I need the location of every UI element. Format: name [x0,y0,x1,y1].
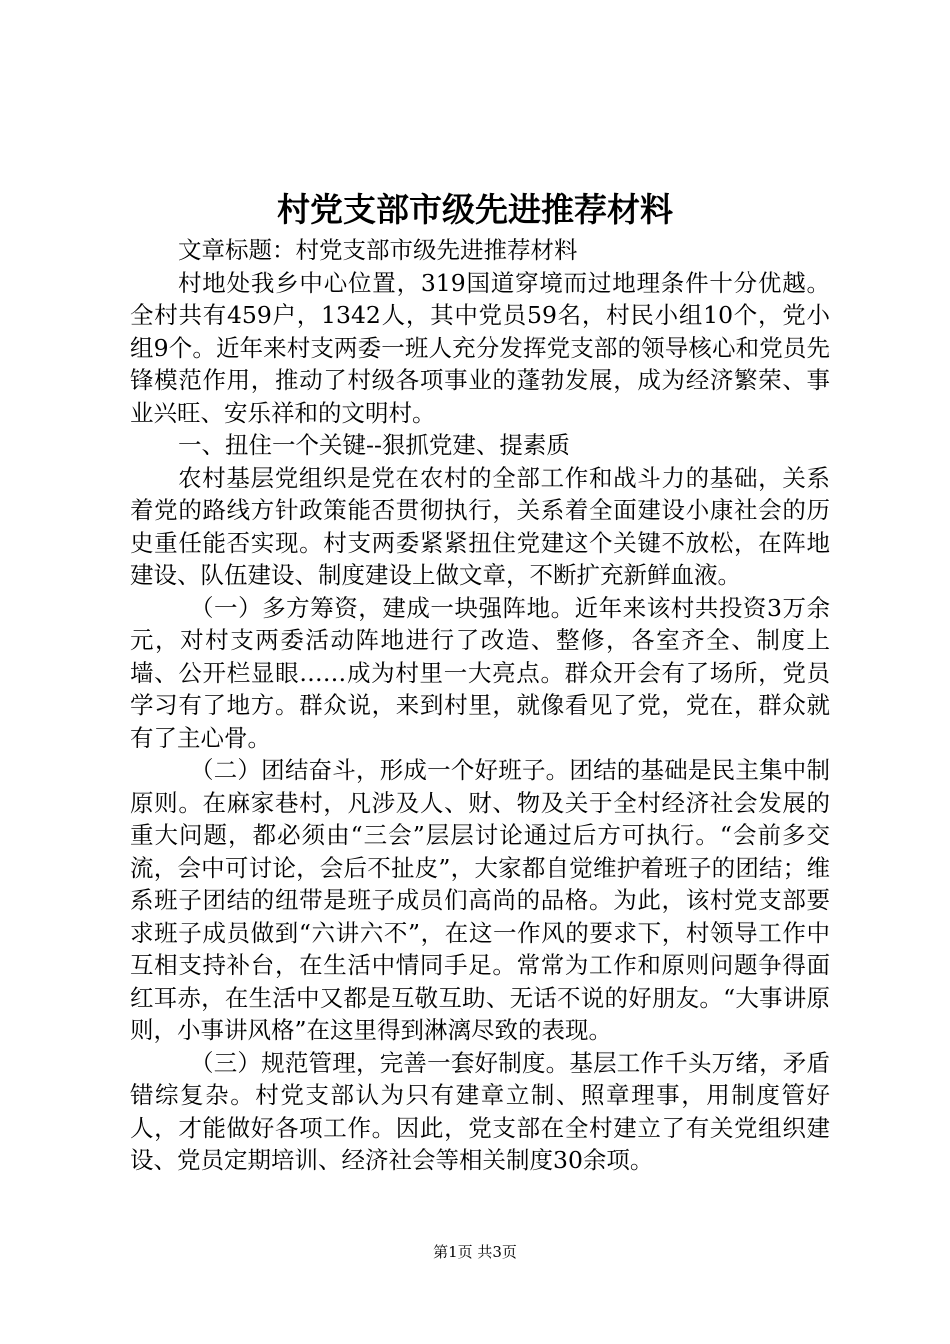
document-body [130,234,830,1177]
article-title-line: 文章标题：村党支部市级先进推荐材料 [178,236,578,264]
paragraph-subsection-2: （二）团结奋斗，形成一个好班子。团结的基础是民主集中制原则。在麻家巷村，凡涉及人、财、物及关于全村经济社会发展的重大问题，都必须由“三会”层层讨论通过后方可执行。“会前多交流，会中可讨论，会后不扯皮”，大家都自觉维护着班子的团结；维系班子团结的纽带是班子成员们高尚的品格。为此，该村党支部要求班子成员做到“六讲六不”，在这一作风的要求下，村领导工作中互相支持补台，在生活中情同手足。常常为工作和原则问题争得面红耳赤，在生活中又都是互敬互助、无话不说的好朋友。“大事讲原则，小事讲风格”在这里得到淋漓尽致的表现。 [130,756,830,1044]
paragraph-intro: 村地处我乡中心位置，319国道穿境而过地理条件十分优越。全村共有459户，1342人，其中党员59名，村民小组10个，党小组9个。近年来村支两委一班人充分发挥党支部的领导核心和党员先锋模范作用，推动了村级各项事业的蓬勃发展，成为经济繁荣、事业兴旺、安乐祥和的文明村。 [130,268,830,427]
section-heading: 一、扭住一个关键--狠抓党建、提素质 [178,431,570,459]
page-footer: 第1页 共3页 [433,1243,517,1261]
paragraph-party-building: 农村基层党组织是党在农村的全部工作和战斗力的基础，关系着党的路线方针政策能否贯彻执行，关系着全面建设小康社会的历史重任能否实现。村支两委紧紧扭住党建这个关键不放松，在阵地建设、队伍建设、制度建设上做文章，不断扩充新鲜血液。 [130,463,830,589]
paragraph-subsection-1: （一）多方筹资，建成一块强阵地。近年来该村共投资3万余元，对村支两委活动阵地进行了改造、整修，各室齐全、制度上墙、公开栏显眼……成为村里一大亮点。群众开会有了场所，党员学习有了地方。群众说，来到村里，就像看见了党，党在，群众就有了主心骨。 [130,593,830,752]
paragraph-subsection-3: （三）规范管理，完善一套好制度。基层工作千头万绪，矛盾错综复杂。村党支部认为只有建章立制、照章理事，用制度管好人，才能做好各项工作。因此，党支部在全村建立了有关党组织建设、党员定期培训、经济社会等相关制度30余项。 [130,1048,830,1174]
document-title: 村党支部市级先进推荐材料 [277,190,673,229]
